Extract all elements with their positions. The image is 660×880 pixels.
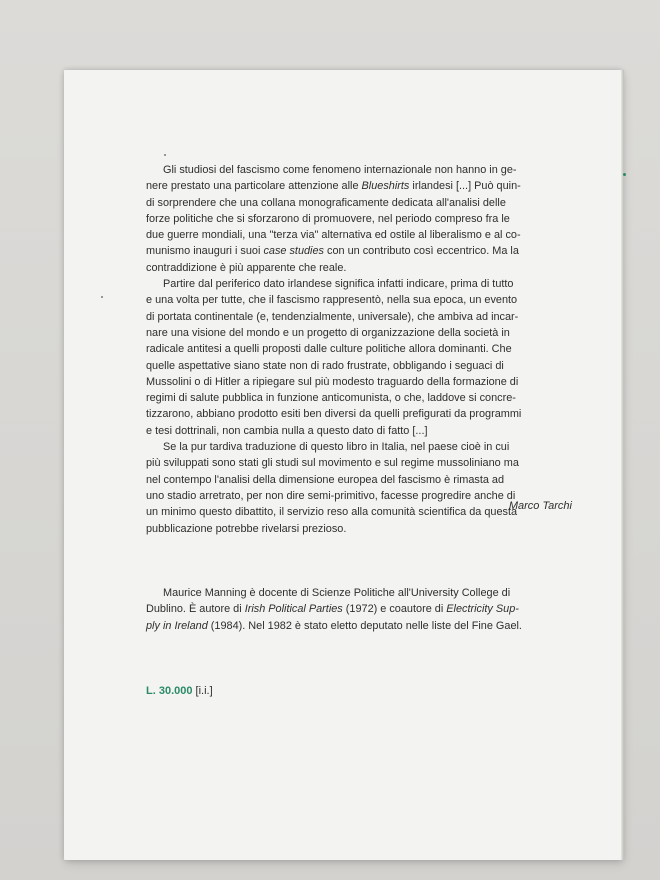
text-line: tizzarono, abbiano prodotto esiti ben diversi da quelli prefigurati da programmi bbox=[146, 408, 522, 421]
bio-paragraph bbox=[146, 585, 538, 634]
text-line: Dublino. È autore di Irish Political Parties (1972) e coautore di Electricity Sup- bbox=[146, 603, 519, 616]
cover-edge bbox=[621, 70, 624, 860]
text-line: pubblicazione potrebbe rivelarsi prezioso. bbox=[146, 522, 347, 535]
italic-text: Irish Political Parties bbox=[244, 603, 343, 616]
text-line: nere prestato una particolare attenzione alle Blueshirts irlandesi [...] Può quin- bbox=[146, 180, 521, 193]
price-amount: L. 30.000 bbox=[146, 685, 193, 697]
text-line: più sviluppati sono stati gli studi sul movimento e sul regime mussoliniano ma bbox=[146, 457, 519, 470]
text-line: contraddizione è più apparente che reale. bbox=[146, 261, 347, 274]
green-dot-mark bbox=[623, 173, 626, 176]
text-line: radicale antitesi a quelli proposti dalle culture politiche allora dominanti. Che bbox=[146, 343, 512, 356]
text-line: di sorprendere che una collana monograficamente dedicata all'analisi delle bbox=[146, 196, 506, 209]
italic-text: Electricity Sup- bbox=[446, 603, 519, 616]
price-label bbox=[146, 685, 213, 697]
paragraph-2 bbox=[146, 276, 538, 439]
text-line: regimi di salute pubblica in funzione anticomunista, o che, laddove si concre- bbox=[146, 392, 516, 405]
text-line: uno stadio arretrato, per non dire semi-primitivo, facesse progredire anche di bbox=[146, 489, 516, 502]
text-line: un minimo questo dibattito, il servizio reso alla comunità scientifica da questa bbox=[146, 506, 518, 519]
price-note: [i.i.] bbox=[195, 685, 213, 697]
text-line: e una volta per tutte, che il fascismo rappresentò, nella sua epoca, un evento bbox=[146, 294, 518, 307]
speck-mark bbox=[101, 296, 103, 298]
paragraph-1 bbox=[146, 162, 538, 276]
italic-text: Blueshirts bbox=[361, 180, 410, 193]
speck-mark bbox=[164, 154, 166, 156]
text-line: Partire dal periferico dato irlandese significa infatti indicare, prima di tutto bbox=[163, 278, 514, 291]
paragraph-3 bbox=[146, 439, 538, 537]
text-line: Maurice Manning è docente di Scienze Politiche all'University College di bbox=[163, 587, 511, 599]
book-back-cover bbox=[64, 70, 622, 860]
text-line: munismo inauguri i suoi case studies con un contributo così eccentrico. Ma la bbox=[146, 245, 519, 258]
text-line: due guerre mondiali, una "terza via" alternativa ed ostile al liberalismo e al co- bbox=[146, 229, 521, 242]
text-line: di portata continentale (e, tendenzialmente, universale), che ambiva ad incar- bbox=[146, 310, 519, 323]
text-line: nel contempo l'analisi della dimensione europea del fascismo è rimasta ad bbox=[146, 473, 505, 486]
italic-text: case studies bbox=[263, 245, 324, 258]
blurb-text bbox=[146, 162, 538, 537]
text-line: forze politiche che si sforzarono di promuovere, nel periodo compreso fra le bbox=[146, 212, 510, 225]
text-line: Se la pur tardiva traduzione di questo libro in Italia, nel paese cioè in cui bbox=[163, 441, 510, 454]
author-bio bbox=[146, 585, 538, 634]
text-line: e tesi dottrinali, non cambia nulla a questo dato di fatto [...] bbox=[146, 424, 428, 437]
italic-text: ply in Ireland bbox=[146, 619, 208, 632]
signature: Marco Tarchi bbox=[508, 500, 572, 512]
text-line: ply in Ireland (1984). Nel 1982 è stato eletto deputato nelle liste del Fine Gael. bbox=[146, 619, 522, 632]
text-line: Mussolini o di Hitler a ripiegare sul più modesto traguardo della formazione di bbox=[146, 375, 519, 388]
text-line: nare una visione del mondo e un progetto di organizzazione della società in bbox=[146, 326, 510, 339]
text-line: Gli studiosi del fascismo come fenomeno internazionale non hanno in ge- bbox=[163, 164, 517, 176]
text-line: quelle aspettative siano state non di rado frustrate, obbligando i seguaci di bbox=[146, 359, 504, 372]
